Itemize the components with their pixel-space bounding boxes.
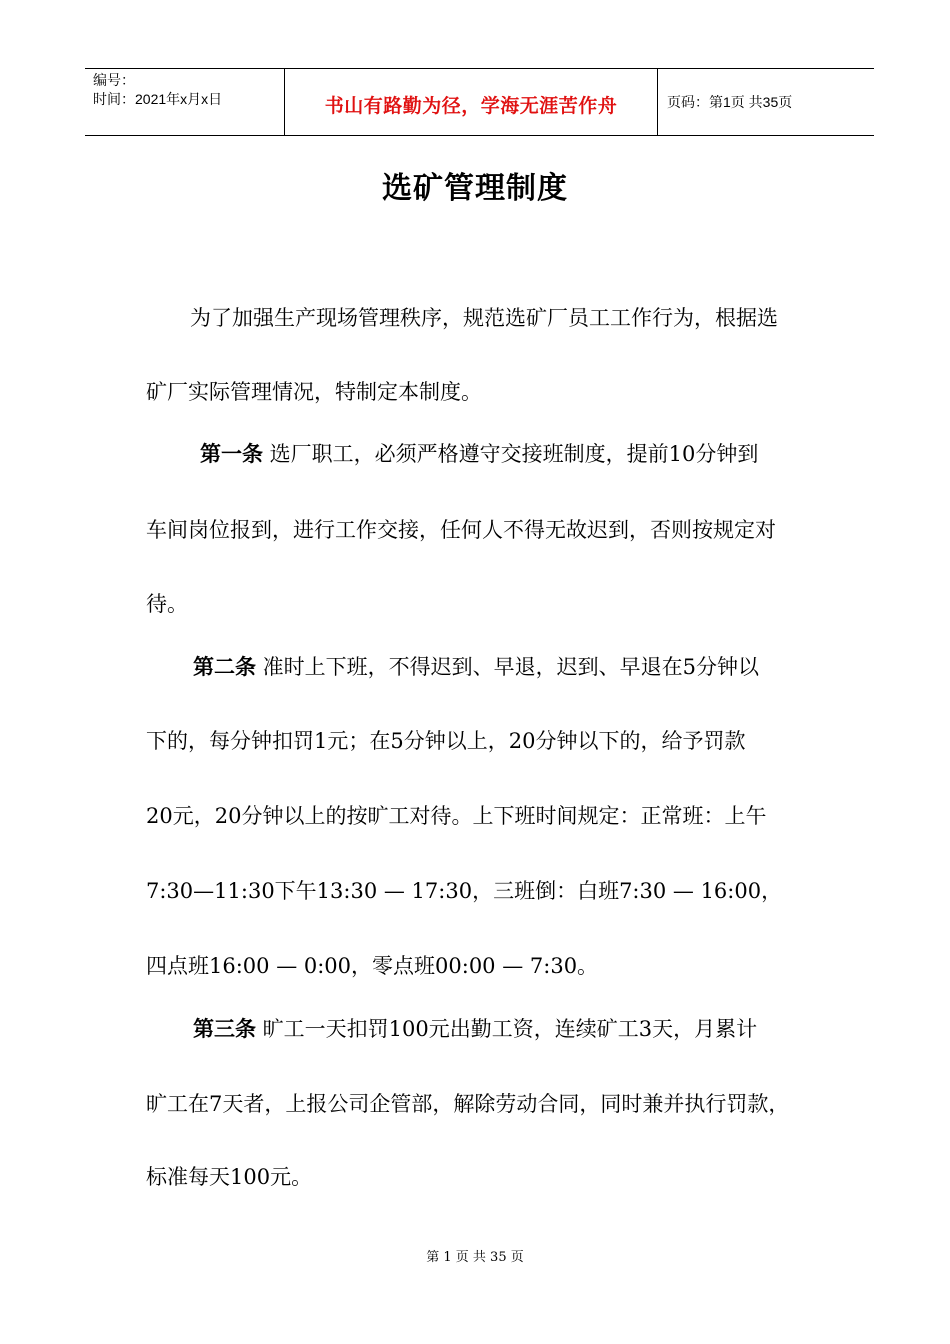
article-heading: 第一条	[200, 442, 263, 466]
document-header	[85, 68, 874, 136]
article-1-line	[200, 440, 758, 468]
header-meta-cell	[85, 69, 285, 135]
article-2-line	[193, 653, 759, 681]
article-3-line	[193, 1015, 757, 1043]
paragraph-line: 车间岗位报到，进行工作交接，任何人不得无故迟到，否则按规定对	[146, 518, 776, 542]
article-heading: 第二条	[193, 655, 256, 679]
header-page-cell	[658, 69, 874, 135]
header-motto-cell	[285, 69, 658, 135]
article-text: 旷工一天扣罚100元出勤工资，连续矿工3天，月累计	[256, 1017, 758, 1041]
paragraph-line: 20元，20分钟以上的按旷工对待。上下班时间规定：正常班：上午	[146, 804, 767, 828]
page-footer: 第 1 页 共 35 页	[426, 1250, 524, 1265]
paragraph-line: 旷工在7天者，上报公司企管部，解除劳动合同，同时兼并执行罚款，	[146, 1092, 790, 1116]
serial-number-label: 编号：	[93, 72, 135, 88]
paragraph-line: 下的，每分钟扣罚1元；在5分钟以上，20分钟以下的，给予罚款	[146, 729, 746, 753]
paragraph-line: 标准每天100元。	[146, 1165, 313, 1189]
date-label: 时间：2021年x月x日	[93, 91, 223, 107]
paragraph-line: 为了加强生产现场管理秩序，规范选矿厂员工工作行为，根据选	[190, 306, 778, 330]
paragraph-line: 矿厂实际管理情况，特制定本制度。	[146, 380, 482, 404]
header-page-info: 页码：第1页 共35页	[667, 94, 793, 110]
article-text: 准时上下班，不得迟到、早退，迟到、早退在5分钟以	[256, 655, 760, 679]
article-heading: 第三条	[193, 1017, 256, 1041]
article-text: 选厂职工，必须严格遵守交接班制度，提前10分钟到	[263, 442, 759, 466]
motto-text: 书山有路勤为径，学海无涯苦作舟	[324, 94, 618, 117]
page-title: 选矿管理制度	[382, 171, 568, 206]
paragraph-line: 待。	[146, 592, 188, 616]
paragraph-line: 7:30—11:30下午13:30 — 17:30，三班倒：白班7:30 — 16:00，	[146, 879, 783, 903]
paragraph-line: 四点班16:00 — 0:00，零点班00:00 — 7:30。	[146, 954, 599, 978]
